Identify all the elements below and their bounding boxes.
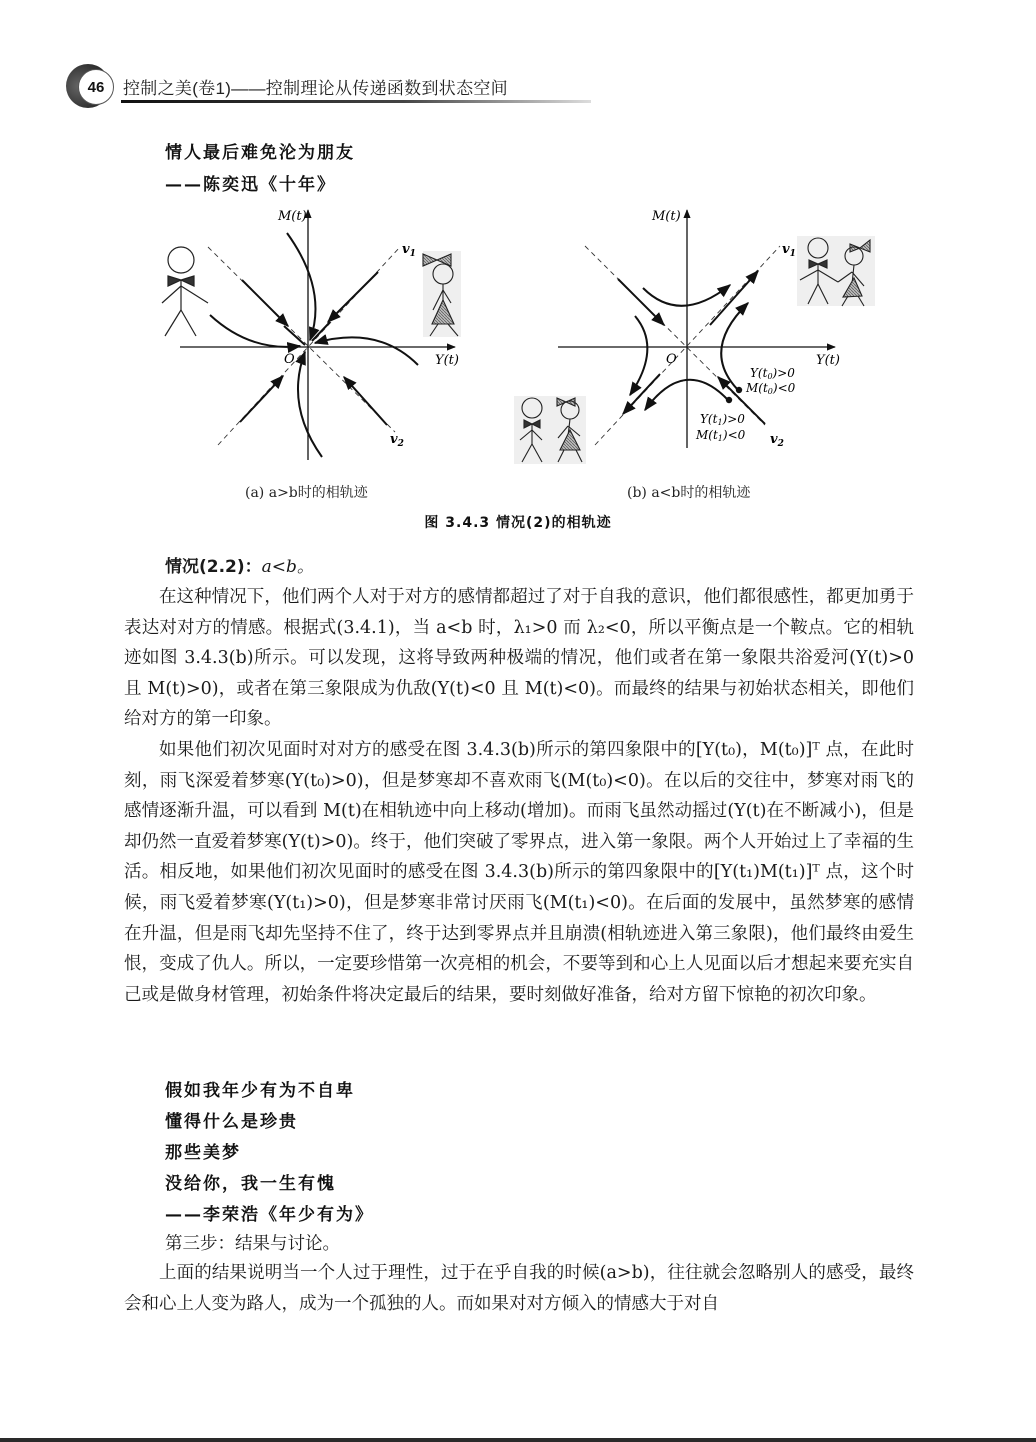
- paragraph-text: 上面的结果说明当一个人过于理性，过于在乎自我的时候(a>b)，往往就会忽略别人的感受，最终会和心上人变为路人，成为一个孤独的人。而如果对对方倾入的情感大于对自: [124, 1263, 914, 1314]
- paragraph-text: 在这种情况下，他们两个人对于对方的感情都超过了对于自我的意识，他们都很感性，都更加勇于表达对对方的情感。根据式(3.4.1)，当 a<b 时，λ₁>0 而 λ₂<0，所以平衡点是一个鞍点。它的相轨迹如图 3.4.3(b)所示。可以发现，这将导致两种极端的情况，他们或者在第一象限共浴爱河(Y(t)>0 且 M(t)>0)，或者在第三象限成为仇敌(Y(t)<0 且 M(t)<0)。而最终的结果与初始状态相关，即他们给对方的第一印象。: [124, 587, 914, 730]
- paragraph-text: 如果他们初次见面时对对方的感受在图 3.4.3(b)所示的第四象限中的[Y(t₀)，M(t₀)]ᵀ 点，在此时刻，雨飞深爱着梦寒(Y(t₀)>0)，但是梦寒却不喜欢雨飞(M(t₀)<0)。在以后的交往中，梦寒对雨飞的感情逐渐升温，可以看到 M(t)在相轨迹中向上移动(增加)。而雨飞虽然动摇过(Y(t)在不断减小)，但是却仍然一直爱着梦寒(Y(t)>0)。终于，他们突破了零界点，进入第一象限。两个人开始过上了幸福的生活。相反地，如果他们初次见面时的感受在图 3.4.3(b)所示的第四象限中的[Y(t₁)M(t₁)]ᵀ 点，这个时候，雨飞爱着梦寒(Y(t₁)>0)，但是梦寒非常讨厌雨飞(M(t₁)<0)。在后面的发展中，虽然梦寒的感情在升温，但是雨飞却先坚持不住了，终于达到零界点并且崩溃(相轨迹进入第三象限)，他们最终由爱生恨，变成了仇人。所以，一定要珍惜第一次亮相的机会，不要等到和心上人见面以后才想起来要充实自己或是做身材管理，初始条件将决定最后的结果，要时刻做好准备，给对方留下惊艳的初次印象。: [124, 740, 914, 1005]
- lyric-line: 假如我年少有为不自卑: [165, 1081, 355, 1101]
- page-bottom-rule: [0, 1438, 1036, 1442]
- lyric-line: 没给你，我一生有愧: [165, 1174, 336, 1194]
- paragraph-initial-conditions: [124, 735, 914, 1010]
- book-title: 控制之美(卷1)——控制理论从传递函数到状态空间: [123, 79, 508, 98]
- lyric-line: 懂得什么是珍贵: [165, 1112, 298, 1132]
- svg-text:M(t): M(t): [652, 209, 681, 224]
- v2-label-a: $v_2$: [390, 432, 404, 449]
- step3-heading: 第三步：结果与讨论。: [165, 1234, 340, 1254]
- svg-text:v2: $v_2$: [770, 432, 784, 449]
- page-number: 46: [78, 69, 114, 105]
- running-header: [66, 64, 546, 108]
- x-axis-label-a: Y(t): [435, 353, 459, 368]
- boy-stick-figure: [162, 247, 208, 336]
- svg-text:v1: $v_1$: [782, 242, 796, 259]
- subcaption-b: (b) a<b时的相轨迹: [627, 485, 751, 501]
- lyric-line: 那些美梦: [165, 1143, 241, 1163]
- epigraph-line: 情人最后难免沦为朋友: [165, 143, 355, 163]
- case-heading: [165, 552, 314, 577]
- y-axis-label-a: M(t): [278, 209, 307, 224]
- origin-label-a: O: [284, 352, 295, 367]
- case-condition: a<b。: [261, 557, 314, 577]
- case-title: 情况(2.2)：: [165, 557, 262, 577]
- phase-portrait-b: [500, 200, 890, 470]
- lyric-attribution: ——李荣浩《年少有为》: [165, 1205, 374, 1225]
- t0-label-y: Y(t0)>0: [750, 366, 795, 381]
- epigraph-attribution: ——陈奕迅《十年》: [165, 175, 336, 195]
- t0-label-m: M(t0)<0: [746, 381, 796, 396]
- header-rule: [121, 100, 591, 103]
- subcaption-a: (a) a>b时的相轨迹: [245, 485, 368, 501]
- svg-text:Y(t): Y(t): [816, 353, 840, 368]
- paragraph-discussion: [124, 1258, 914, 1319]
- paragraph-saddle-point: [124, 582, 914, 735]
- figure-caption: 图 3.4.3 情况(2)的相轨迹: [424, 515, 612, 531]
- t1-label-y: Y(t1)>0: [700, 412, 745, 427]
- v1-label-a: $v_1$: [402, 242, 416, 259]
- t1-label-m: M(t1)<0: [696, 428, 746, 443]
- svg-text:O: O: [666, 352, 677, 367]
- phase-portrait-a: [150, 200, 470, 470]
